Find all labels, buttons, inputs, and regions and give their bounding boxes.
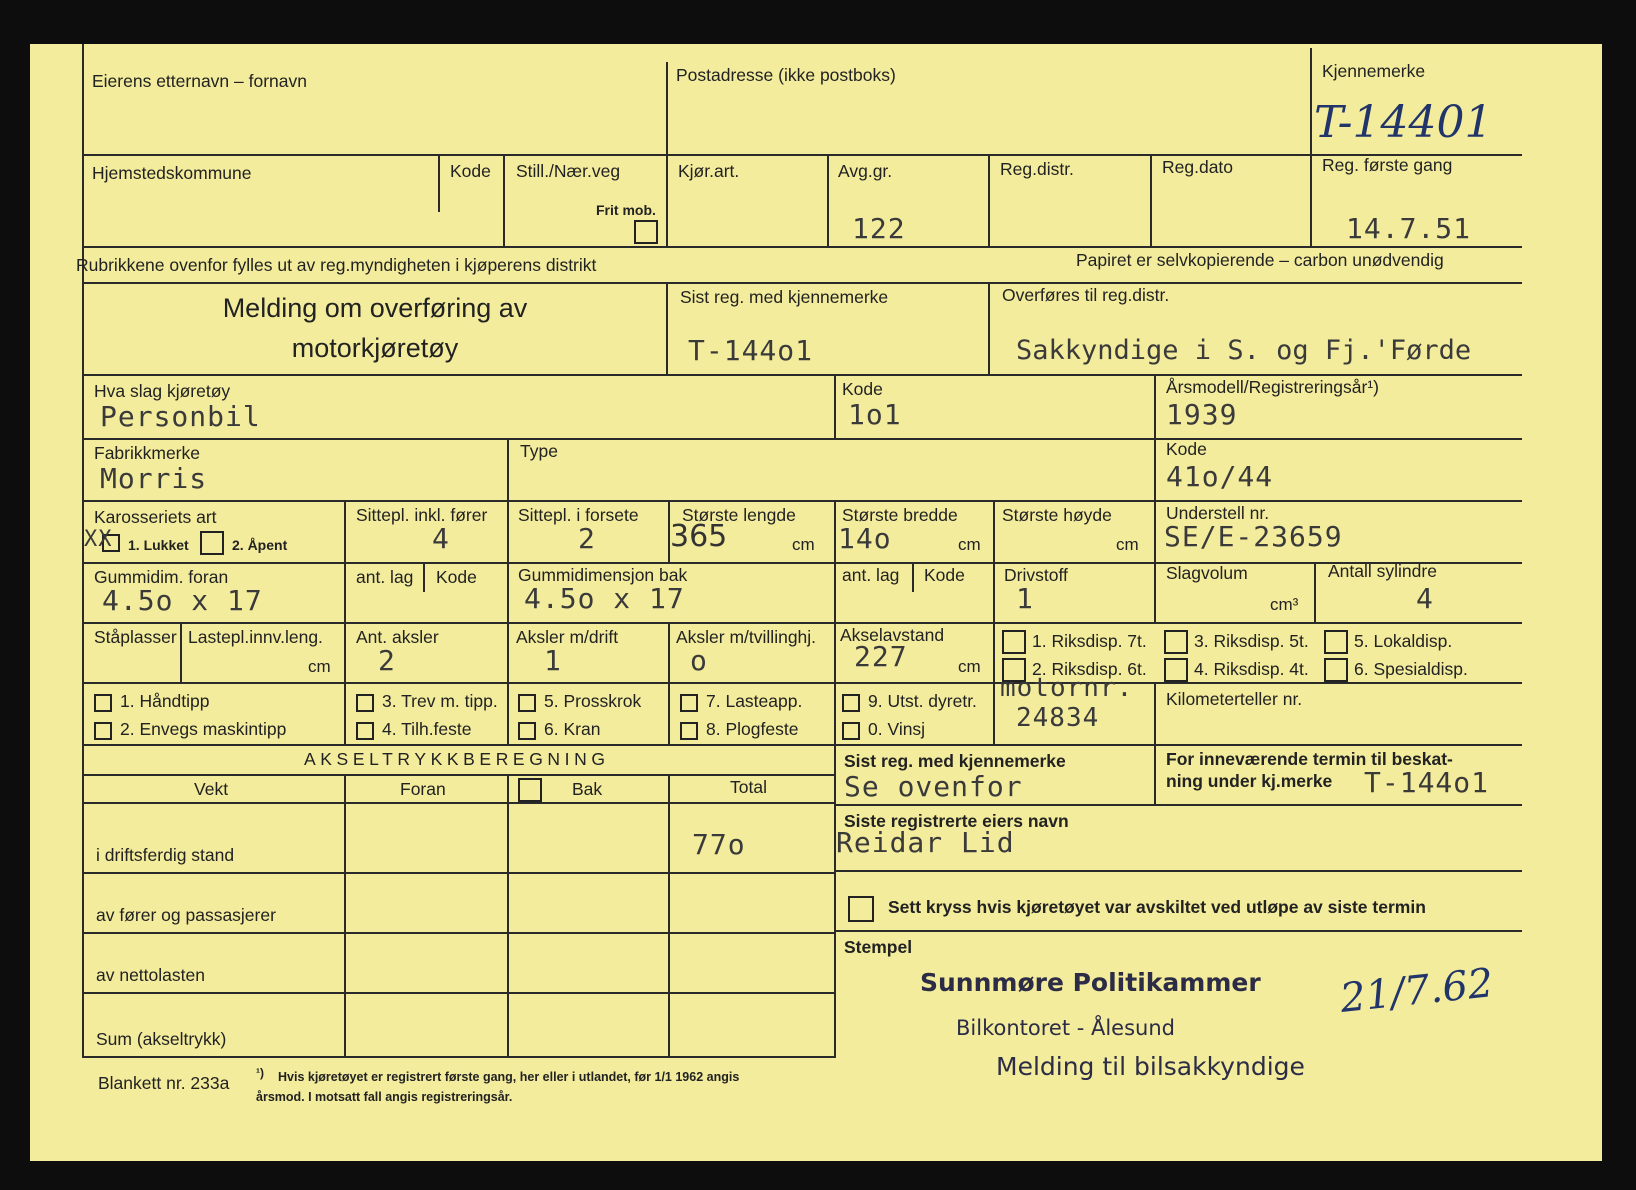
rule [344, 622, 346, 682]
to-district-value: Sakkyndige i S. og Fj.'Førde [1016, 335, 1472, 366]
last-plate-value: T-144o1 [688, 334, 814, 367]
riksdisp-4t-checkbox[interactable] [1164, 658, 1188, 682]
rule [666, 282, 668, 374]
odometer-label: Kilometerteller nr. [1166, 689, 1303, 709]
frit-mob-checkbox[interactable] [634, 220, 658, 244]
rule [834, 562, 836, 622]
rule [834, 374, 836, 438]
rear-tyre-code-label: Kode [924, 565, 965, 585]
rule [344, 500, 346, 562]
height-unit: cm [1116, 535, 1139, 554]
fuel-label: Drivstoff [1004, 565, 1068, 585]
standing-places-label: Ståplasser [94, 627, 177, 647]
front-seats-value: 2 [578, 522, 596, 555]
chassis-value: SE/E-23659 [1164, 520, 1343, 553]
model-year-value: 1939 [1166, 398, 1238, 431]
front-layers-label: ant. lag [356, 567, 414, 587]
axle-load-title: AKSELTRYKKBEREGNING [304, 749, 610, 769]
rule [1154, 744, 1156, 804]
to-district-label: Overføres til reg.distr. [1002, 285, 1170, 305]
rule [82, 932, 834, 934]
front-header: Foran [400, 779, 446, 799]
tilh-checkbox[interactable] [356, 722, 374, 740]
deregistered-checkbox[interactable] [848, 896, 874, 922]
spesialdisp-label: 6. Spesialdisp. [1354, 659, 1468, 679]
rule [507, 438, 509, 500]
seats-value: 4 [432, 522, 450, 555]
rear-layers-label: ant. lag [842, 565, 900, 585]
axles-label: Ant. aksler [356, 627, 439, 647]
wheelbase-value: 227 [854, 640, 908, 673]
rule [1154, 500, 1156, 562]
chassis-label: Understell nr. [1166, 503, 1270, 523]
spesialdisp-checkbox[interactable] [1324, 658, 1348, 682]
tax-term-plate-value: T-144o1 [1364, 766, 1490, 799]
rule [1154, 682, 1156, 744]
last-plate-label: Sist reg. med kjennemerke [680, 287, 889, 307]
body-type-label: Karosseriets art [94, 507, 217, 527]
rule [668, 682, 670, 744]
deregistered-label: Sett kryss hvis kjøretøyet var avskiltet ved utløpe av siste termin [888, 897, 1426, 917]
twin-wheel-axles-label: Aksler m/tvillinghj. [676, 627, 817, 647]
rule [82, 622, 1522, 624]
rear-header-checkbox[interactable] [518, 778, 542, 802]
riksdisp-7t-checkbox[interactable] [1002, 630, 1026, 654]
rule [507, 682, 509, 744]
vehicle-kind-code-value: 1o1 [848, 398, 902, 431]
width-label: Største bredde [842, 505, 958, 525]
driven-axles-value: 1 [544, 644, 562, 677]
footnote-line1: Hvis kjøretøyet er registrert første gang, her eller i utlandet, før 1/1 1962 angis [278, 1070, 740, 1084]
vehicle-type-label: Kjør.art. [678, 161, 740, 181]
riksdisp-5t-label: 3. Riksdisp. 5t. [1194, 631, 1309, 651]
first-reg-value: 14.7.51 [1346, 212, 1472, 245]
dyretr-label: 9. Utst. dyretr. [868, 691, 977, 711]
rule [82, 872, 834, 874]
weight-header: Vekt [194, 779, 229, 799]
tax-term-label-line1: For inneværende termin til beskat- [1166, 749, 1453, 769]
motor-number-label: motornr. [1000, 673, 1134, 703]
handtipp-checkbox[interactable] [94, 694, 112, 712]
prosskrok-checkbox[interactable] [518, 694, 536, 712]
rule [993, 562, 995, 622]
note-right: Papiret er selvkopierende – carbon unødvendig [1076, 250, 1444, 270]
rear-header: Bak [572, 779, 603, 799]
vehicle-kind-value: Personbil [100, 400, 261, 433]
plogfeste-checkbox[interactable] [680, 722, 698, 740]
front-tyre-value: 4.5o x 17 [102, 584, 263, 617]
lokaldisp-checkbox[interactable] [1324, 630, 1348, 654]
rule [82, 802, 834, 804]
tax-group-value: 122 [852, 212, 906, 245]
rule [503, 154, 505, 246]
municipality-code-label: Kode [450, 161, 491, 181]
rule [82, 374, 1522, 376]
make-code-value: 41o/44 [1166, 460, 1274, 493]
total-header: Total [730, 777, 767, 797]
rule [834, 500, 836, 562]
rule [993, 500, 995, 562]
riksdisp-5t-checkbox[interactable] [1164, 630, 1188, 654]
form-number: Blankett nr. 233a [98, 1073, 230, 1093]
vehicle-kind-label: Hva slag kjøretøy [94, 381, 231, 401]
vinsj-label: 0. Vinsj [868, 719, 926, 739]
rule [507, 562, 509, 622]
wheelbase-unit: cm [958, 657, 981, 676]
stamp-line1: Sunnmøre Politikammer [920, 968, 1261, 997]
stamp-line2: Bilkontoret - Ålesund [956, 1016, 1175, 1040]
driven-axles-label: Aksler m/drift [516, 627, 619, 647]
vehicle-kind-code-label: Kode [842, 379, 883, 399]
rule [1154, 374, 1156, 500]
frit-mob-label: Frit mob. [596, 202, 656, 218]
vinsj-checkbox[interactable] [842, 722, 860, 740]
postal-address-label: Postadresse (ikke postboks) [676, 65, 896, 85]
rule [82, 774, 834, 776]
municipality-label: Hjemstedskommune [92, 163, 252, 183]
length-unit: cm [792, 535, 815, 554]
rule [344, 682, 346, 744]
row-operational-total: 77o [692, 828, 746, 861]
rule [344, 562, 346, 622]
open-body-label: 2. Åpent [232, 537, 288, 553]
footnote-line2: årsmod. I motsatt fall angis registreringsår. [256, 1090, 513, 1104]
rule [993, 682, 995, 744]
riksdisp-7t-label: 1. Riksdisp. 7t. [1032, 631, 1147, 651]
position-label: Still./Nær.veg [516, 161, 621, 181]
row-driver-passengers: av fører og passasjerer [96, 905, 276, 925]
riksdisp-4t-label: 4. Riksdisp. 4t. [1194, 659, 1309, 679]
rule [827, 154, 829, 246]
tax-term-label-line2: ning under kj.merke [1166, 771, 1333, 791]
cylinders-label: Antall sylindre [1328, 561, 1437, 581]
last-owner-label: Siste registrerte eiers navn [844, 811, 1069, 831]
first-reg-label: Reg. første gang [1322, 155, 1453, 175]
stamp-line3: Melding til bilsakkyndige [996, 1052, 1305, 1081]
rule [668, 622, 670, 682]
rule [1150, 154, 1152, 246]
rule [82, 992, 834, 994]
reg-district-label: Reg.distr. [1000, 159, 1074, 179]
lokaldisp-label: 5. Lokaldisp. [1354, 631, 1453, 651]
row-operational: i driftsferdig stand [96, 845, 235, 865]
make-label: Fabrikkmerke [94, 443, 200, 463]
rule [507, 500, 509, 562]
rule [834, 930, 1522, 932]
last-owner-value: Reidar Lid [836, 826, 1015, 859]
front-seats-label: Sittepl. i forsete [518, 505, 639, 525]
displacement-unit: cm³ [1270, 595, 1299, 614]
trev-checkbox[interactable] [356, 694, 374, 712]
note-left: Rubrikkene ovenfor fylles ut av reg.myndigheten i kjøperens distrikt [76, 255, 597, 275]
plogfeste-label: 8. Plogfeste [706, 719, 799, 739]
lasteapp-label: 7. Lasteapp. [706, 691, 803, 711]
rule [423, 562, 425, 592]
riksdisp-6t-label: 2. Riksdisp. 6t. [1032, 659, 1147, 679]
lower-last-plate-label: Sist reg. med kjennemerke [844, 751, 1066, 771]
rule [82, 744, 1522, 746]
closed-body-label: 1. Lukket [128, 537, 189, 553]
rule [507, 774, 509, 1056]
rule [912, 562, 914, 592]
rule [834, 804, 1522, 806]
registration-card [30, 44, 1602, 1161]
rule [834, 744, 836, 1058]
width-value: 14o [838, 522, 892, 555]
make-code-label: Kode [1166, 439, 1207, 459]
fuel-value: 1 [1016, 582, 1034, 615]
cargo-length-label: Lastepl.innv.leng. [188, 627, 323, 647]
form-title-line2: motorkjøretøy [291, 333, 459, 363]
cylinders-value: 4 [1416, 582, 1434, 615]
model-year-label: Årsmodell/Registreringsår¹) [1166, 377, 1379, 397]
stamp-label: Stempel [844, 937, 913, 957]
front-tyre-code-label: Kode [436, 567, 477, 587]
motor-number-value: 24834 [1016, 703, 1100, 733]
plate-handwritten: T-14401 [1314, 97, 1493, 148]
open-body-checkbox[interactable] [200, 531, 224, 555]
envegs-checkbox[interactable] [94, 722, 112, 740]
tilh-label: 4. Tilh.feste [382, 719, 472, 739]
rule [834, 622, 836, 682]
reg-date-label: Reg.dato [1162, 157, 1234, 177]
displacement-label: Slagvolum [1166, 563, 1248, 583]
front-tyre-label: Gummidim. foran [94, 567, 229, 587]
rule [438, 154, 440, 212]
rule [82, 1056, 834, 1058]
rule [82, 438, 1522, 440]
rule [82, 562, 1522, 564]
rule [507, 622, 509, 682]
prosskrok-label: 5. Prosskrok [544, 691, 642, 711]
cargo-length-unit: cm [308, 657, 331, 676]
seats-label: Sittepl. inkl. fører [356, 505, 488, 525]
rule [82, 246, 1522, 248]
row-sum: Sum (akseltrykk) [96, 1029, 227, 1049]
axles-value: 2 [378, 644, 396, 677]
rule [82, 282, 1522, 284]
wheelbase-label: Akselavstand [840, 625, 945, 645]
form-title-line1: Melding om overføring av [222, 293, 528, 323]
signature-date: 21/7.62 [1338, 960, 1496, 1022]
rule [180, 622, 182, 682]
dyretr-checkbox[interactable] [842, 694, 860, 712]
rule [82, 154, 1522, 156]
rule [834, 870, 1522, 872]
twin-wheel-axles-value: o [690, 644, 708, 677]
footnote-mark: ¹) [256, 1066, 264, 1080]
plate-label: Kjennemerke [1322, 61, 1426, 81]
trev-label: 3. Trev m. tipp. [382, 691, 498, 711]
rule [344, 774, 346, 1056]
length-label: Største lengde [682, 505, 796, 525]
lasteapp-checkbox[interactable] [680, 694, 698, 712]
owner-name-label: Eierens etternavn – fornavn [92, 71, 307, 91]
type-label: Type [520, 441, 558, 461]
rule [1154, 562, 1156, 622]
rule [82, 500, 1522, 502]
rule [988, 282, 990, 374]
rule [82, 682, 1522, 684]
closed-body-mark: XX [84, 527, 113, 552]
rule [666, 62, 668, 248]
handtipp-label: 1. Håndtipp [120, 691, 210, 711]
row-net-load: av nettolasten [96, 965, 205, 985]
rule [988, 154, 990, 246]
rear-tyre-value: 4.5o x 17 [524, 582, 685, 615]
height-label: Største høyde [1002, 505, 1112, 525]
rule [993, 622, 995, 682]
tax-group-label: Avg.gr. [838, 161, 893, 181]
rear-tyre-label: Gummidimensjon bak [518, 565, 688, 585]
rule [834, 682, 836, 744]
rule [668, 774, 670, 1056]
lower-last-plate-value: Se ovenfor [844, 770, 1023, 803]
kran-label: 6. Kran [544, 719, 601, 739]
kran-checkbox[interactable] [518, 722, 536, 740]
envegs-label: 2. Envegs maskintipp [120, 719, 287, 739]
rule [1310, 48, 1312, 248]
width-unit: cm [958, 535, 981, 554]
rule [1314, 562, 1316, 622]
length-value: 365 [670, 519, 728, 554]
make-value: Morris [100, 462, 208, 495]
